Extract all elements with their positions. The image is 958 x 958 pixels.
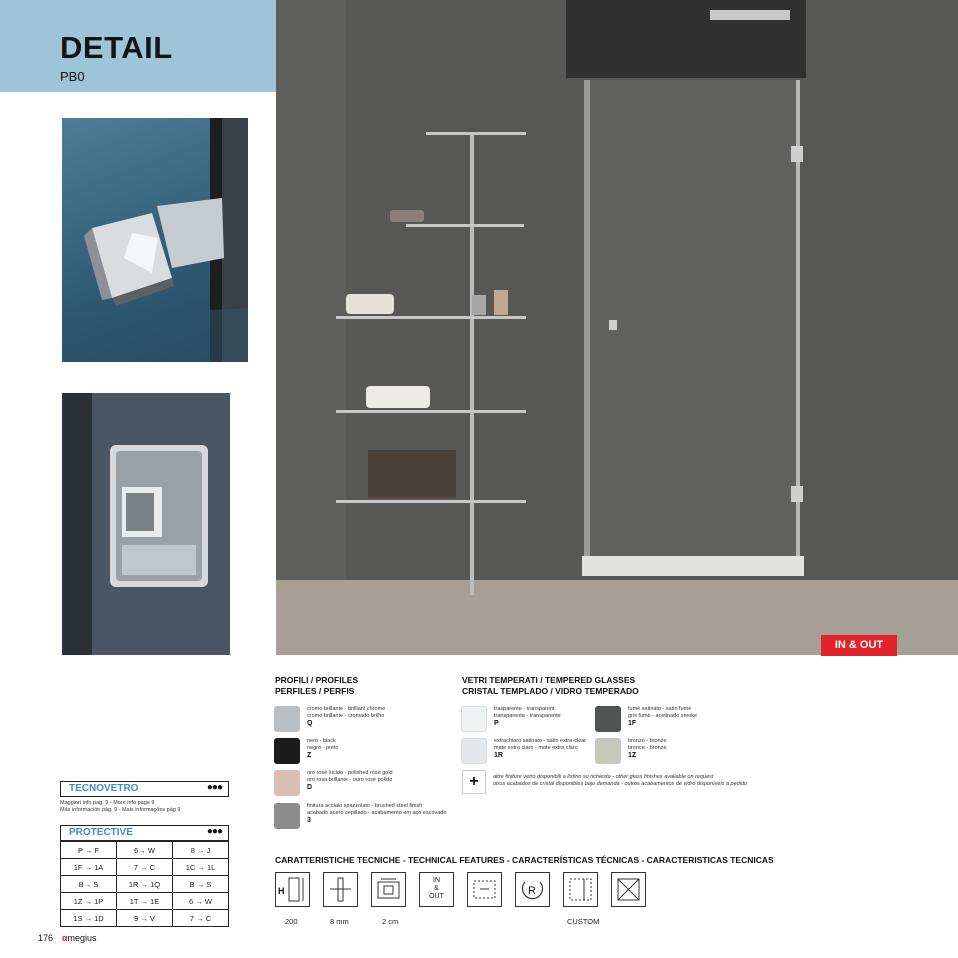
table-cell: P → F	[61, 842, 117, 859]
protective-label: PROTECTIVE	[69, 827, 133, 838]
height-icon-letter: H	[278, 886, 285, 896]
profile-swatch	[274, 803, 300, 829]
glass-text-line2: mate extra claro - mate extra claro	[494, 744, 578, 751]
table-cell: B → S	[173, 876, 229, 893]
profiles-heading	[275, 675, 358, 697]
tecnovetro-dots: ●●●	[206, 782, 222, 793]
in-out-icon	[419, 872, 454, 907]
glass-text-line2: gris fumè - acetinado smoke	[628, 712, 698, 719]
profile-swatch	[274, 706, 300, 732]
tecnovetro-label: TECNOVETRO	[69, 783, 139, 794]
header-block	[0, 0, 276, 92]
tecnovetro-box	[60, 781, 229, 797]
profile-text	[307, 803, 507, 816]
glass-code: P	[494, 720, 499, 727]
glass-swatch	[461, 706, 487, 732]
profiles-heading-line1: PROFILI / PROFILES	[275, 675, 359, 685]
adjustment-icon	[371, 872, 406, 907]
glass-text-line1: fumè satinato - satin fumè	[628, 706, 692, 712]
profile-text-line1: oro rosè lucido - polished rosè gold	[307, 770, 393, 776]
table-cell: 1C → 1L	[173, 859, 229, 876]
glass-text-line2: transparente - transparente	[494, 712, 561, 719]
glass-code: 1Z	[628, 752, 637, 759]
adjust-label: 2 cm	[382, 917, 399, 926]
technical-heading: CARATTERISTICHE TECNICHE - TECHNICAL FEATURES - CARACTERÍSTICAS TÉCNICAS - CARACTERISTICAS TECNICAS	[275, 855, 774, 865]
glasses-heading	[462, 675, 639, 697]
table-cell: 8 → J	[173, 842, 229, 859]
glass-swatch	[595, 738, 621, 764]
profile-text-line2: cromo brillante - cromado brilho	[307, 712, 385, 719]
plus-icon: +	[462, 770, 486, 794]
glass-swatch	[595, 706, 621, 732]
table-cell: 1S → 1D	[61, 910, 117, 927]
in-out-icon-line1: IN	[433, 877, 440, 884]
profile-text-line1: cromo brillante - brilliant chrome	[307, 706, 386, 712]
glass-text-line1: bronzo - bronze	[628, 738, 667, 744]
profile-code: Q	[307, 720, 313, 727]
glass-text	[628, 706, 788, 719]
reversible-icon-letter: R	[528, 885, 536, 897]
tecnovetro-note-line1: Maggiori info pag. 9 - More info page 9	[60, 800, 155, 806]
in-out-icon-line2: &	[434, 885, 439, 892]
profile-code: 3	[307, 817, 311, 824]
glass-note-line2: otros acabados de cristal disponibles bajo demanda - outros acabamentos de vidro disponíveis a pedido	[493, 781, 748, 787]
table-cell: 9 → V	[117, 910, 173, 927]
table-cell: 1F → 1A	[61, 859, 117, 876]
thickness-label: 8 mm	[330, 917, 349, 926]
protective-dots: ●●●	[206, 826, 222, 837]
brand-logo	[62, 933, 97, 943]
table-row	[61, 876, 229, 893]
glasses-heading-line2: CRISTAL TEMPLADO / VIDRO TEMPERADO	[462, 686, 639, 696]
table-row	[61, 842, 229, 859]
profile-code: D	[307, 784, 313, 791]
glasses-heading-line1: VETRI TEMPERATI / TEMPERED GLASSES	[462, 675, 636, 685]
protective-table	[60, 841, 229, 927]
reversible-icon	[515, 872, 550, 907]
height-icon	[275, 872, 310, 907]
shower-room-photo	[276, 0, 958, 655]
in-out-icon-line3: OUT	[429, 893, 444, 900]
profile-text	[307, 770, 467, 783]
profile-code: Z	[307, 752, 312, 759]
height-label: 200	[285, 917, 298, 926]
table-cell: 7 → C	[173, 910, 229, 927]
glass-swatch	[461, 738, 487, 764]
glass-text-line1: extrachiaro satinato - satin extra-clear	[494, 738, 587, 744]
profile-text-line2: acabado acero cepillado - acabamento em aço escovado	[307, 809, 447, 816]
page-title: DETAIL	[60, 30, 173, 65]
glass-note	[493, 774, 793, 788]
tecnovetro-note	[60, 800, 230, 814]
table-cell: 1Z → 1P	[61, 893, 117, 910]
glass-note-line1: altre finiture vetro disponibili a listino su richiesta - other glass finishes available on request	[493, 774, 714, 780]
table-cell: 6 → W	[173, 893, 229, 910]
profile-text-line1: nero - black	[307, 738, 336, 744]
profile-text	[307, 738, 467, 751]
profile-swatch	[274, 738, 300, 764]
brand-mark-icon: α	[62, 933, 68, 943]
table-cell: 1R → 1Q	[117, 876, 173, 893]
protective-box	[60, 825, 229, 841]
table-cell: B→ S	[61, 876, 117, 893]
table-row	[61, 910, 229, 927]
profile-text	[307, 706, 467, 719]
profiles-heading-line2: PERFILES / PERFIS	[275, 686, 355, 696]
profile-swatch	[274, 770, 300, 796]
table-cell: 1T → 1E	[117, 893, 173, 910]
profile-text-line2: negro - preto	[307, 744, 339, 751]
custom-size-icon	[563, 872, 598, 907]
table-cell: 7 → C	[117, 859, 173, 876]
glass-text-line2: bronce - bronze	[628, 744, 667, 751]
table-row	[61, 893, 229, 910]
glass-text	[628, 738, 788, 751]
glass-thickness-icon	[323, 872, 358, 907]
no-frame-icon	[611, 872, 646, 907]
hinge-detail-photo	[62, 393, 230, 655]
profile-text-line1: finitura acciaio spazzolato - brushed steel finish	[307, 803, 423, 809]
handle-detail-photo	[62, 118, 248, 362]
tecnovetro-note-line2: Más información pág. 9 - Mais informações pág 9	[60, 807, 181, 813]
in-out-badge: IN & OUT	[821, 635, 897, 656]
page-number: 176	[38, 933, 54, 943]
glass-code: 1F	[628, 720, 637, 727]
glass-text-line1: trasparente - transparent	[494, 706, 555, 712]
profile-text-line2: oro rosa brillante - ouro rosè polido	[307, 776, 393, 783]
custom-label: CUSTOM	[567, 917, 600, 926]
brand-name: megius	[67, 933, 97, 943]
page-subtitle: PB0	[60, 69, 85, 84]
glass-code: 1R	[494, 752, 503, 759]
tray-icon	[467, 872, 502, 907]
table-row	[61, 859, 229, 876]
table-cell: 6→ W	[117, 842, 173, 859]
